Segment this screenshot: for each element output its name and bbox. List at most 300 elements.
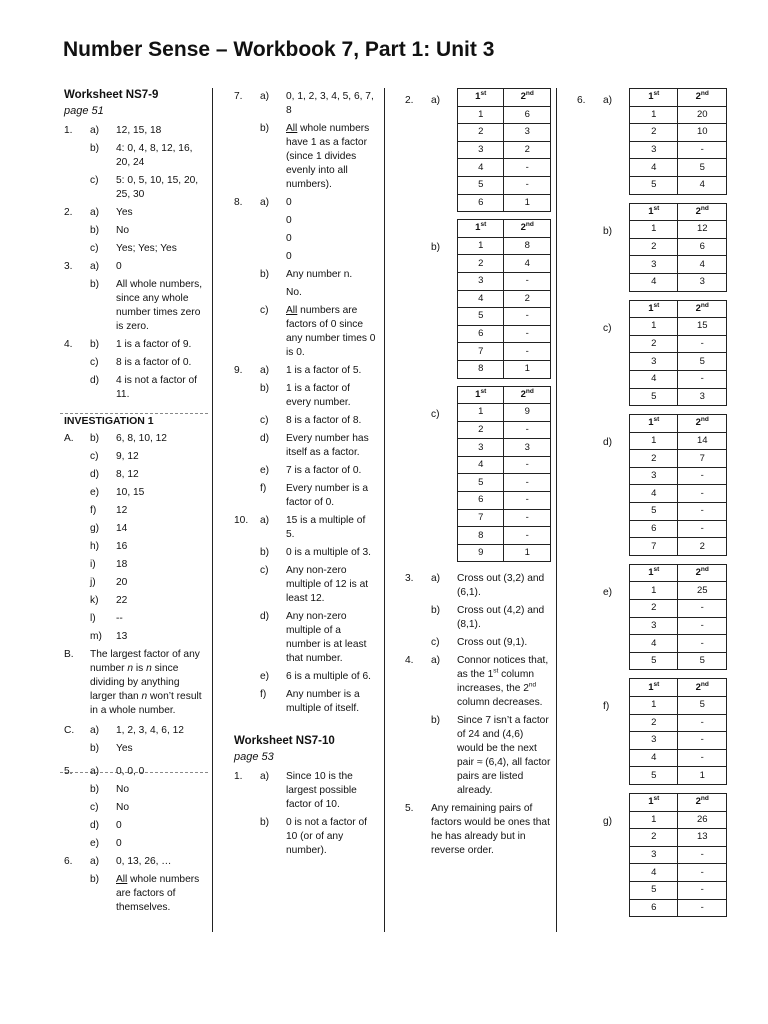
table-row	[458, 544, 551, 562]
table-cell: 4	[630, 635, 678, 653]
table-cell: -	[678, 370, 727, 388]
answer-8b-line: No.	[286, 287, 302, 298]
table-cell: 5	[630, 503, 678, 521]
table-cell: 2	[630, 124, 678, 142]
table-cell: 4	[678, 256, 727, 274]
answer-3a: 3. a) 0	[64, 261, 122, 272]
factor-pairs-table	[457, 219, 551, 378]
table-header: 2nd	[504, 386, 551, 404]
table-cell: 2	[458, 421, 504, 439]
table-cell: 8	[458, 527, 504, 545]
table-header: 2nd	[678, 564, 727, 582]
table-cell: 3	[630, 732, 678, 750]
table-row	[458, 272, 551, 290]
table-cell: 4	[630, 273, 678, 291]
table-cell: -	[504, 176, 551, 194]
table-cell: 7	[458, 343, 504, 361]
table-cell: 7	[678, 450, 727, 468]
worksheet-heading: Worksheet NS7-10	[234, 735, 335, 747]
answer-9-item: c) 8 is a factor of 8.	[260, 415, 362, 426]
page-title: Number Sense – Workbook 7, Part 1: Unit 3	[63, 38, 495, 61]
table-row	[630, 600, 727, 618]
answer-3b: b) Cross out (4,2) and (8,1).	[431, 605, 545, 631]
factor-pairs-table	[457, 88, 551, 212]
table-header: 2nd	[504, 89, 551, 107]
table-row	[630, 238, 727, 256]
table-header: 2nd	[504, 220, 551, 238]
table-cell: 5	[458, 308, 504, 326]
answer-4b: 4. b) 1 is a factor of 9.	[64, 339, 192, 350]
answer-5e: e) 0	[90, 838, 122, 849]
answer-ws10-1a: 1. a) Since 10 is the largest possible factor of 10.	[234, 771, 357, 810]
table-cell: 6	[458, 492, 504, 510]
answer-2c: c) Yes; Yes; Yes	[90, 243, 177, 254]
table-cell: 4	[458, 290, 504, 308]
table-cell: -	[678, 335, 727, 353]
table-row	[458, 106, 551, 124]
table-cell: 8	[504, 237, 551, 255]
table-cell: 5	[630, 388, 678, 406]
table-row	[458, 124, 551, 142]
table-cell: 1	[504, 360, 551, 378]
table-cell: 2	[630, 714, 678, 732]
table-cell: -	[504, 308, 551, 326]
table-cell: 4	[630, 864, 678, 882]
table-cell: 6	[630, 520, 678, 538]
table-cell: -	[504, 421, 551, 439]
table-cell: 1	[630, 582, 678, 600]
answer-5a: 5. a) 0, 0, 0	[64, 766, 145, 777]
table-cell: -	[678, 846, 727, 864]
table-row	[458, 509, 551, 527]
answer-10	[234, 514, 376, 716]
table-cell: -	[678, 635, 727, 653]
table-cell: 5	[630, 652, 678, 670]
answer-9	[234, 364, 376, 510]
answer-4d: d) 4 is not a factor of 11.	[90, 375, 197, 400]
table-cell: -	[504, 272, 551, 290]
factor-table-block: c) 1st 2nd 1 9 2 - 3 3 4 - 5 - 6 - 7 - 8 - 9 1	[405, 386, 551, 563]
table-row	[458, 255, 551, 273]
table-row	[458, 159, 551, 177]
table-cell: 3	[630, 256, 678, 274]
table-row	[458, 474, 551, 492]
table-header: 1st	[630, 793, 678, 811]
investigation-a	[64, 432, 208, 644]
table-row	[458, 194, 551, 212]
factor-table-block: g) 1st 2nd 1 26 2 13 3 - 4 - 5 - 6 -	[577, 793, 727, 917]
table-cell: 6	[630, 899, 678, 917]
factor-table-block: b) 1st 2nd 1 12 2 6 3 4 4 3	[577, 203, 727, 292]
answer-5b: b) No	[90, 784, 130, 795]
table-cell: 1	[458, 404, 504, 422]
answer-1a: 1. a) 12, 15, 18	[64, 125, 162, 136]
table-cell: 15	[678, 318, 727, 336]
answer-8a: 8. a) 0	[234, 197, 292, 208]
answer-9-item: f) Every number is a factor of 0.	[260, 483, 369, 508]
table-cell: 6	[678, 238, 727, 256]
table-cell: 3	[504, 439, 551, 457]
answer-2b: b) No	[90, 225, 130, 236]
table-row	[630, 829, 727, 847]
table-cell: 12	[678, 221, 727, 239]
answer-9-item: 9. a) 1 is a factor of 5.	[234, 365, 362, 376]
factor-tables-6	[577, 88, 727, 917]
answer-8a-line: 0	[286, 251, 292, 262]
answer-9-item: b) 1 is a factor of every number.	[260, 383, 351, 408]
table-cell: -	[678, 617, 727, 635]
investigation-heading: INVESTIGATION 1	[64, 415, 154, 427]
table-cell: 2	[630, 600, 678, 618]
investigation-a-item: c) 9, 12	[90, 451, 139, 462]
table-row	[458, 325, 551, 343]
table-cell: 5	[630, 767, 678, 785]
column-divider	[212, 88, 213, 932]
table-cell: 3	[458, 272, 504, 290]
answer-10-item: 10. a) 15 is a multiple of 5.	[234, 515, 366, 540]
table-cell: -	[504, 527, 551, 545]
table-row	[630, 256, 727, 274]
table-cell: 7	[630, 538, 678, 556]
table-row	[630, 520, 727, 538]
table-cell: 3	[458, 141, 504, 159]
table-cell: 20	[678, 106, 727, 124]
table-cell: 1	[458, 106, 504, 124]
answer-1b: b) 4: 0, 4, 8, 12, 16, 20, 24	[90, 143, 193, 168]
investigation-c-a: C. a) 1, 2, 3, 4, 6, 12	[64, 725, 184, 736]
table-header: 1st	[630, 203, 678, 221]
table-row	[630, 159, 727, 177]
table-cell: 2	[678, 538, 727, 556]
answer-10-item: b) 0 is a multiple of 3.	[260, 547, 371, 558]
table-row	[630, 335, 727, 353]
table-row	[630, 353, 727, 371]
table-cell: -	[678, 714, 727, 732]
table-row	[630, 485, 727, 503]
table-header: 2nd	[678, 679, 727, 697]
answer-10-item: e) 6 is a multiple of 6.	[260, 671, 371, 682]
table-cell: -	[504, 474, 551, 492]
table-cell: -	[678, 899, 727, 917]
table-cell: 14	[678, 432, 727, 450]
table-row	[630, 370, 727, 388]
table-cell: 4	[630, 159, 678, 177]
column-4	[577, 88, 727, 917]
investigation-a-item: j) 20	[90, 577, 128, 588]
table-row	[630, 767, 727, 785]
worksheet-page: page 53	[234, 751, 274, 763]
table-cell: 13	[678, 829, 727, 847]
table-cell: -	[678, 864, 727, 882]
table-cell: 9	[504, 404, 551, 422]
investigation-c-b: b) Yes	[90, 743, 133, 754]
table-cell: 3	[630, 617, 678, 635]
table-cell: 5	[630, 881, 678, 899]
table-cell: 1	[630, 221, 678, 239]
table-cell: 1	[630, 106, 678, 124]
table-row	[630, 811, 727, 829]
answer-7b: b) All whole numbers have 1 as a factor (since 1 divides evenly into all numbers).	[260, 123, 370, 190]
table-row	[630, 388, 727, 406]
answer-3c: c) Cross out (9,1).	[431, 637, 528, 649]
answer-2a: 2. a) Yes	[64, 207, 133, 218]
table-cell: 4	[504, 255, 551, 273]
table-cell: -	[678, 467, 727, 485]
table-header: 1st	[630, 564, 678, 582]
investigation-a-item: i) 18	[90, 559, 128, 570]
answer-9-item: e) 7 is a factor of 0.	[260, 465, 362, 476]
investigation-a-item: d) 8, 12	[90, 469, 139, 480]
table-cell: -	[504, 509, 551, 527]
table-cell: -	[504, 325, 551, 343]
table-header: 2nd	[678, 793, 727, 811]
factor-table-block: b) 1st 2nd 1 8 2 4 3 - 4 2 5 - 6 - 7 - 8 1	[405, 219, 551, 378]
investigation-a-item: g) 14	[90, 523, 128, 534]
table-cell: 1	[458, 237, 504, 255]
table-cell: 4	[630, 485, 678, 503]
answer-4a: 4. a) Connor notices that, as the 1st column increases, the 2nd column decreases.	[405, 655, 549, 709]
table-cell: 3	[678, 388, 727, 406]
table-cell: 3	[630, 141, 678, 159]
table-row	[630, 503, 727, 521]
table-cell: 1	[630, 697, 678, 715]
answer-1c: c) 5: 0, 5, 10, 15, 20, 25, 30	[90, 175, 199, 200]
table-row	[630, 176, 727, 194]
factor-table-block: f) 1st 2nd 1 5 2 - 3 - 4 - 5 1	[577, 678, 727, 785]
answer-7a: 7. a) 0, 1, 2, 3, 4, 5, 6, 7, 8	[234, 91, 374, 116]
table-cell: 26	[678, 811, 727, 829]
answer-3b: b) All whole numbers, since any whole number times zero is zero.	[90, 279, 203, 332]
table-cell: 4	[678, 176, 727, 194]
table-cell: 5	[630, 176, 678, 194]
table-cell: 1	[504, 194, 551, 212]
table-row	[458, 360, 551, 378]
table-row	[630, 467, 727, 485]
factor-table-block: e) 1st 2nd 1 25 2 - 3 - 4 - 5 5	[577, 564, 727, 671]
table-cell: 25	[678, 582, 727, 600]
worksheet-heading: Worksheet NS7-9	[64, 89, 159, 101]
table-cell: -	[504, 492, 551, 510]
table-header: 1st	[630, 89, 678, 107]
answer-6b: b) All whole numbers are factors of themselves.	[90, 874, 200, 913]
table-cell: 4	[630, 370, 678, 388]
table-row	[630, 582, 727, 600]
factor-pairs-table	[457, 386, 551, 563]
table-cell: -	[504, 159, 551, 177]
answer-5: 5. Any remaining pairs of factors would be ones that he has already but in reverse order.	[405, 803, 550, 857]
table-row	[630, 899, 727, 917]
factor-table-block: d) 1st 2nd 1 14 2 7 3 - 4 - 5 - 6 - 7 2	[577, 414, 727, 556]
table-cell: 2	[630, 335, 678, 353]
table-header: 2nd	[678, 203, 727, 221]
table-cell: 5	[678, 353, 727, 371]
table-cell: 2	[458, 124, 504, 142]
factor-table-block: c) 1st 2nd 1 15 2 - 3 5 4 - 5 3	[577, 300, 727, 407]
table-row	[630, 450, 727, 468]
table-row	[630, 749, 727, 767]
answer-6a: 6. a) 0, 13, 26, …	[64, 856, 172, 867]
table-row	[458, 492, 551, 510]
answer-3a: 3. a) Cross out (3,2) and (6,1).	[405, 573, 545, 599]
table-cell: 2	[504, 141, 551, 159]
table-cell: 1	[678, 767, 727, 785]
column-divider	[384, 88, 385, 932]
table-cell: -	[678, 485, 727, 503]
table-header: 1st	[630, 415, 678, 433]
answer-5d: d) 0	[90, 820, 122, 831]
table-row	[458, 404, 551, 422]
factor-table-block: 6. a) 1st 2nd 1 20 2 10 3 - 4 5 5 4	[577, 88, 727, 195]
investigation-a-item: A. b) 6, 8, 10, 12	[64, 433, 167, 444]
table-row	[630, 617, 727, 635]
table-cell: 3	[630, 353, 678, 371]
table-cell: 4	[458, 159, 504, 177]
table-row	[458, 456, 551, 474]
answer-8a-line: 0	[286, 215, 292, 226]
table-cell: 6	[504, 106, 551, 124]
table-row	[458, 290, 551, 308]
table-cell: 3	[630, 467, 678, 485]
answer-ws10-1b: b) 0 is not a factor of 10 (or of any number).	[260, 817, 367, 856]
investigation-a-item: k) 22	[90, 595, 128, 606]
table-row	[630, 273, 727, 291]
table-row	[630, 881, 727, 899]
table-cell: 5	[678, 159, 727, 177]
table-row	[458, 308, 551, 326]
table-header: 1st	[630, 679, 678, 697]
table-cell: 4	[458, 456, 504, 474]
table-cell: -	[678, 600, 727, 618]
table-cell: 2	[630, 238, 678, 256]
table-cell: 2	[630, 450, 678, 468]
table-row	[630, 538, 727, 556]
investigation-a-item: m) 13	[90, 631, 128, 642]
table-header: 2nd	[678, 300, 727, 318]
table-row	[630, 221, 727, 239]
answer-8c: c) All numbers are factors of 0 since any number times 0 is 0.	[260, 305, 376, 358]
table-cell: 4	[630, 749, 678, 767]
table-cell: 3	[458, 439, 504, 457]
table-cell: -	[504, 456, 551, 474]
column-2	[234, 88, 376, 858]
table-cell: 1	[504, 544, 551, 562]
table-row	[630, 732, 727, 750]
table-cell: 3	[630, 846, 678, 864]
investigation-b: B. The largest factor of any number n is n since dividing by anything larger than n won’t result in a whole number.	[64, 649, 202, 716]
answer-5c: c) No	[90, 802, 130, 813]
factor-table-block: 2. a) 1st 2nd 1 6 2 3 3 2 4 - 5 - 6 1	[405, 88, 551, 212]
table-row	[458, 527, 551, 545]
table-row	[630, 106, 727, 124]
table-cell: 5	[458, 474, 504, 492]
table-cell: -	[678, 141, 727, 159]
table-row	[630, 714, 727, 732]
answer-8b: b) Any number n.	[260, 269, 353, 280]
table-row	[458, 343, 551, 361]
column-1	[64, 88, 208, 915]
table-row	[458, 141, 551, 159]
answer-8a-line: 0	[286, 233, 292, 244]
table-cell: 8	[458, 360, 504, 378]
answer-4c: c) 8 is a factor of 0.	[90, 357, 192, 368]
table-cell: 7	[458, 509, 504, 527]
factor-pairs-table	[629, 88, 727, 195]
factor-pairs-table	[629, 300, 727, 407]
answer-10-item: f) Any number is a multiple of itself.	[260, 689, 360, 714]
table-header: 2nd	[678, 415, 727, 433]
table-cell: 9	[458, 544, 504, 562]
factor-pairs-table	[629, 793, 727, 917]
table-header: 1st	[458, 220, 504, 238]
table-row	[458, 237, 551, 255]
table-row	[458, 176, 551, 194]
investigation-a-item: f) 12	[90, 505, 128, 516]
table-header: 1st	[630, 300, 678, 318]
factor-pairs-table	[629, 564, 727, 671]
column-divider	[556, 88, 557, 932]
table-header: 1st	[458, 386, 504, 404]
table-row	[630, 432, 727, 450]
column-3	[405, 88, 551, 858]
answer-10-item: c) Any non-zero multiple of 12 is at least 12.	[260, 565, 369, 604]
factor-pairs-table	[629, 414, 727, 556]
investigation-a-item: l) --	[90, 613, 123, 624]
table-cell: 6	[458, 325, 504, 343]
table-row	[630, 697, 727, 715]
table-row	[630, 635, 727, 653]
table-cell: 5	[458, 176, 504, 194]
answer-4b: b) Since 7 isn’t a factor of 24 and (4,6) would be the next pair ≈ (6,4), all factor pairs are listed already.	[431, 715, 551, 797]
worksheet-page: page 51	[64, 105, 104, 117]
table-cell: 3	[504, 124, 551, 142]
table-cell: 5	[678, 697, 727, 715]
answer-9-item: d) Every number has itself as a factor.	[260, 433, 369, 458]
table-header: 2nd	[678, 89, 727, 107]
table-cell: 5	[678, 652, 727, 670]
table-cell: 2	[504, 290, 551, 308]
investigation-a-item: h) 16	[90, 541, 128, 552]
table-header: 1st	[458, 89, 504, 107]
table-row	[630, 318, 727, 336]
table-cell: 1	[630, 432, 678, 450]
table-cell: 2	[458, 255, 504, 273]
table-cell: -	[678, 503, 727, 521]
table-cell: 6	[458, 194, 504, 212]
table-row	[630, 846, 727, 864]
factor-tables-2	[405, 88, 551, 562]
table-row	[630, 141, 727, 159]
factor-pairs-table	[629, 678, 727, 785]
factor-pairs-table	[629, 203, 727, 292]
investigation-a-item: e) 10, 15	[90, 487, 145, 498]
table-row	[458, 421, 551, 439]
table-row	[630, 124, 727, 142]
table-row	[630, 864, 727, 882]
table-cell: -	[678, 749, 727, 767]
table-cell: -	[678, 520, 727, 538]
table-row	[630, 652, 727, 670]
table-row	[458, 439, 551, 457]
table-cell: 3	[678, 273, 727, 291]
table-cell: 10	[678, 124, 727, 142]
table-cell: 1	[630, 811, 678, 829]
table-cell: 2	[630, 829, 678, 847]
table-cell: -	[678, 732, 727, 750]
answer-10-item: d) Any non-zero multiple of a number is at least that number.	[260, 611, 367, 664]
table-cell: 1	[630, 318, 678, 336]
table-cell: -	[678, 881, 727, 899]
table-cell: -	[504, 343, 551, 361]
